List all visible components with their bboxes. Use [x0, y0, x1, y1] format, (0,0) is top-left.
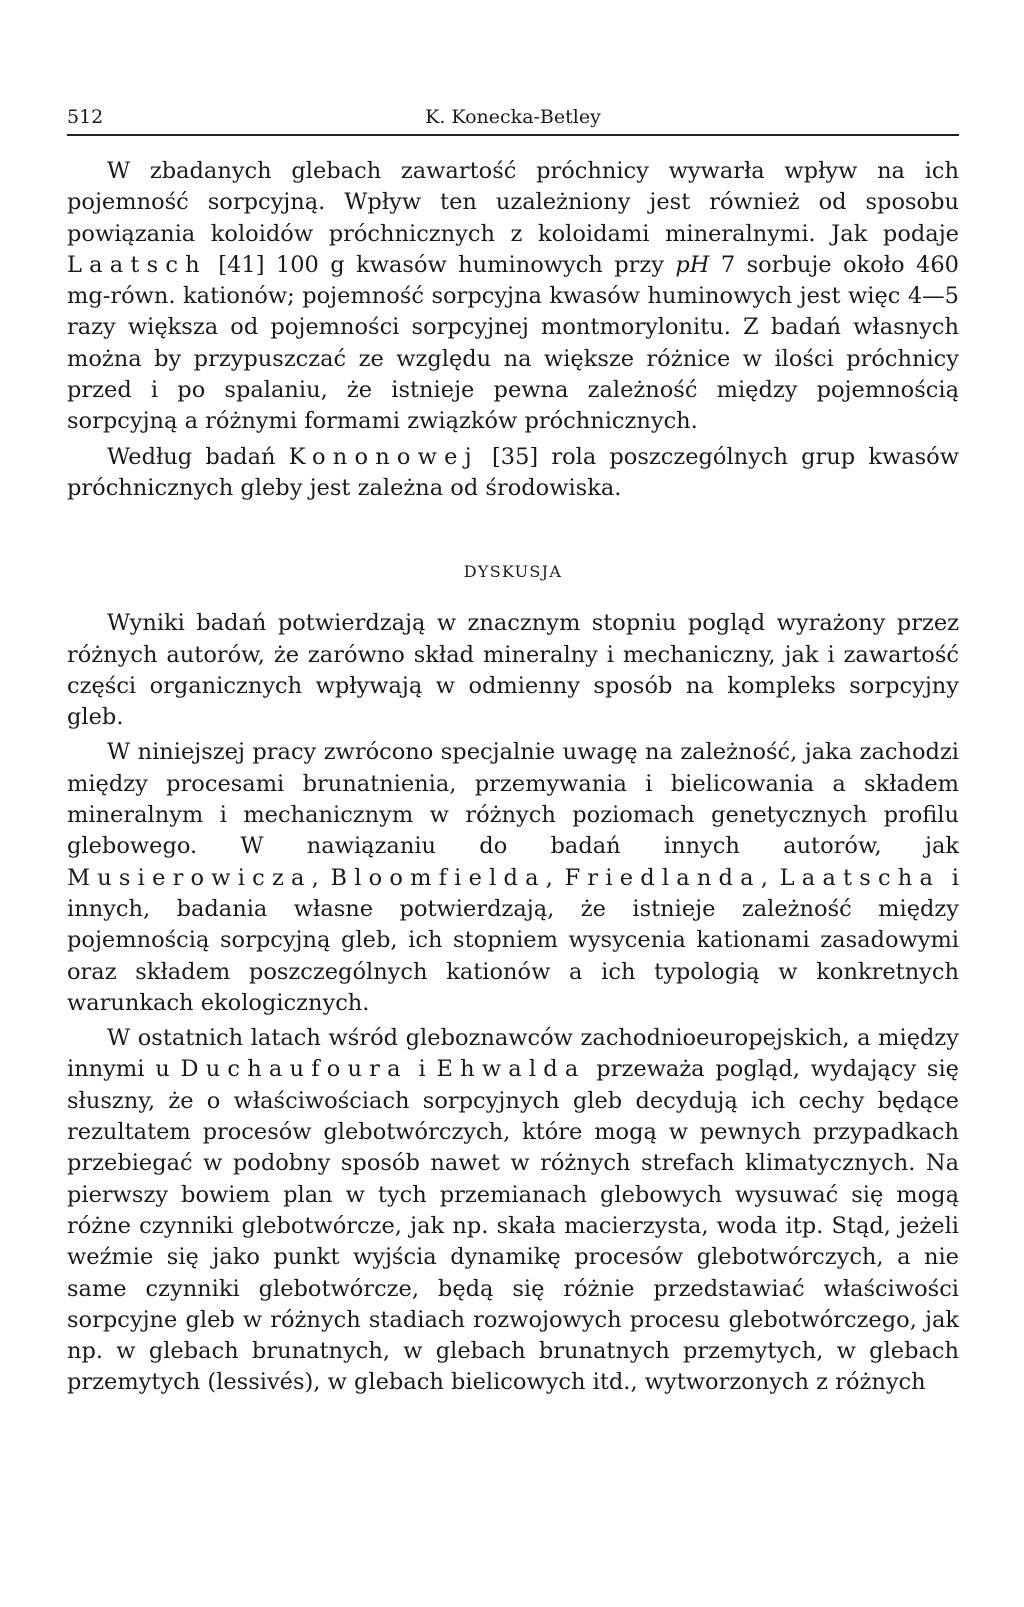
text-run: W ostatnich latach wśród gleboznawców zachodnioeuropejskich, a między innymi u — [67, 1025, 959, 1083]
running-author: K. Konecka-Betley — [425, 106, 601, 128]
paragraph-discussion-2 — [67, 737, 959, 1019]
body-text — [67, 156, 959, 1399]
page-number: 512 — [67, 106, 104, 128]
text-run: [35] rola poszczególnych grup kwasów próchnicznych gleby jest zależna od środowiska. — [67, 443, 959, 501]
author-name-laatsch: Laatsch — [67, 251, 207, 278]
ph-symbol: pH — [675, 251, 710, 278]
author-name-kononowej: Kononowej — [288, 443, 479, 470]
author-name-laatscha: Laatscha — [779, 864, 941, 891]
paragraph-humus-sorption — [67, 156, 959, 438]
text-run: i — [407, 1056, 437, 1083]
text-run: przeważa pogląd, wydający się słuszny, że o właściwościach sorpcyjnych gleb decydują ich cechy będące rezultatem procesów glebotwórczych, które mogą w pewnych przypadkach przebiegać w podobny sposób nawet w różnych strefach klimatycznych. Na pierwszy bowiem plan w tych przemianach glebowych wysuwać się mogą różne czynniki glebotwórcze, jak np. skała macierzysta, woda itp. Stąd, jeżeli weźmie się jako punkt wyjścia dynamikę procesów glebotwórczych, a nie same czynniki glebotwórcze, będą się różnie przedstawiać właściwości sorpcyjne gleb w różnych stadiach rozwojowych procesu glebotwórczego, jak np. w glebach brunatnych, w glebach brunatnych przemytych, w glebach przemytych (lessivés), w glebach bielicowych itd., wytworzonych z różnych — [67, 1056, 959, 1396]
text-run: [41] 100 g kwasów huminowych przy — [206, 251, 676, 278]
section-heading-dyskusja: DYSKUSJA — [463, 562, 563, 582]
page — [67, 100, 959, 1399]
text-run: , — [545, 864, 565, 891]
author-name-bloomfielda: Bloomfielda — [330, 864, 546, 891]
text-run: W zbadanych glebach zawartość próchnicy wywarła wpływ na ich pojemność sorpcyjną. Wpływ ten uzależniony jest również od sposobu powiązania koloidów próchnicznych z koloidami mineralnymi. Jak podaje — [67, 158, 959, 247]
running-header — [67, 100, 959, 136]
author-name-ehwalda: Ehwalda — [436, 1056, 586, 1083]
text-run: 7 sorbuje około 460 mg-równ. kationów; pojemność sorpcyjna kwasów huminowych jest więc 4—5 razy większa od pojemności sorpcyjnej montmorylonitu. Z badań własnych można by przypuszczać ze względu na większe różnice w ilości próchnicy przed i po spalaniu, że istnieje pewna zależność między pojemnością sorpcyjną a różnymi formami związków próchnicznych. — [67, 251, 959, 435]
author-name-friedlanda: Friedlanda — [564, 864, 761, 891]
paragraph-discussion-1: Wyniki badań potwierdzają w znacznym stopniu pogląd wyrażony przez różnych autorów, że zarówno skład mineralny i mechaniczny, jak i zawartość części organicznych wpływają w odmienny sposób na kompleks sorpcyjny gleb. — [67, 610, 959, 731]
text-run: Według badań — [107, 443, 289, 470]
paragraph-kononowa — [67, 442, 959, 505]
text-run: , — [311, 864, 331, 891]
text-run: i innych, badania własne potwierdzają, że istnieje zależność między pojemnością sorpcyjną gleb, ich stopniem wysycenia kationami zasadowymi oraz składem poszczególnych kationów a ich typologią w konkretnych warunkach ekologicznych. — [67, 864, 959, 1016]
text-run: W niniejszej pracy zwrócono specjalnie uwagę na zależność, jaka zachodzi między procesami brunatnienia, przemywania i bielicowania a składem mineralnym i mechanicznym w różnych poziomach genetycznych profilu glebowego. W nawiązaniu do badań innych autorów, jak — [67, 739, 959, 860]
author-name-musierowicza: Musierowicza — [67, 864, 312, 891]
author-name-duchaufoura: Duchaufoura — [180, 1056, 408, 1083]
text-run: , — [760, 864, 780, 891]
paragraph-discussion-3 — [67, 1023, 959, 1399]
